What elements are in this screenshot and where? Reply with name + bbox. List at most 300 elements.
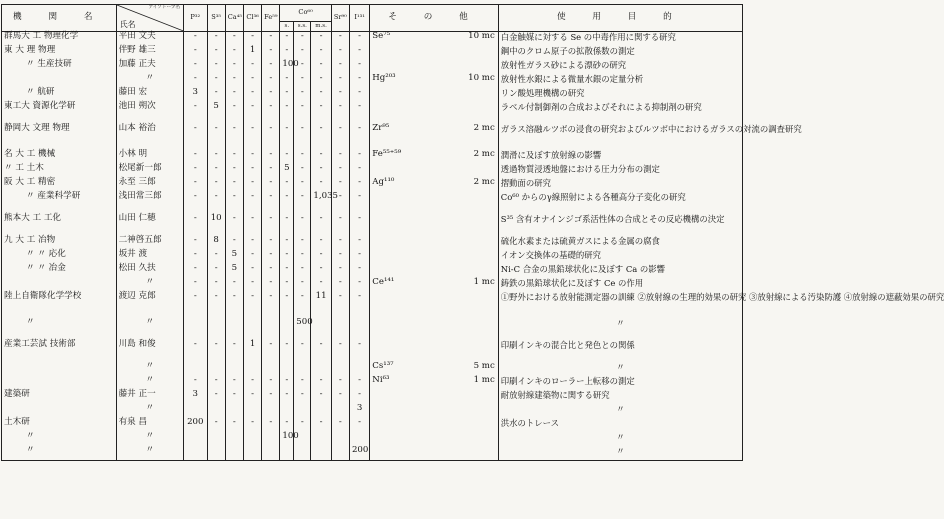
cell-purpose: 印刷インキの混合比と発色との関係 [498,340,742,362]
cell-name: 松尾新一郎 [116,164,183,178]
header-cl36: Cl³⁶ [243,5,261,32]
cell-purpose: イオン交換体の基礎的研究 [498,250,742,264]
cell-co60-s: - [280,292,294,318]
cell-institution [2,404,117,418]
cell-cl36: - [243,236,261,250]
cell-co60-ms: - [311,32,331,47]
cell-institution: 〃 航研 [2,88,117,102]
cell-co60-s: - [280,214,294,236]
cell-i131: - [349,418,369,432]
cell-co60-ms: - [311,102,331,124]
cell-purpose: 〃 [498,362,742,376]
cell-ca45 [225,318,243,340]
cell-sr90: - [331,46,349,60]
cell-cl36: - [243,150,261,164]
table-row [2,404,743,418]
cell-i131: - [349,32,369,47]
cell-cl36 [243,362,261,376]
cell-cl36: - [243,192,261,214]
cell-sr90: - [331,264,349,278]
cell-i131: 3 [349,404,369,418]
cell-cl36: - [243,102,261,124]
cell-co60-ss: - [294,88,311,102]
cell-co60-ms: - [311,88,331,102]
cell-co60-s: - [280,264,294,278]
other-isotope: Fe⁵⁵⁺⁵⁹ [372,149,402,159]
cell-s35: - [207,192,225,214]
header-s35: S³⁵ [207,5,225,32]
cell-cl36: - [243,250,261,264]
cell-fe59: - [262,102,280,124]
cell-name: 坂井 渡 [116,250,183,264]
cell-co60-s: - [280,46,294,60]
cell-name: 藤井 正一 [116,390,183,404]
cell-co60-s: - [280,102,294,124]
cell-cl36: - [243,376,261,390]
table-row [2,250,743,264]
table-row [2,124,743,150]
cell-sr90: - [331,102,349,124]
cell-name: 渡辺 克郎 [116,292,183,318]
cell-other [370,164,498,178]
cell-s35: 8 [207,236,225,250]
cell-name: 〃 [116,278,183,292]
cell-co60-ss: 500 [294,318,311,340]
cell-institution [2,74,117,88]
cell-i131: 200 [349,446,369,461]
cell-name: 川島 和俊 [116,340,183,362]
cell-sr90: - [331,60,349,74]
cell-name: 永至 三郎 [116,178,183,192]
cell-institution: 〃 〃 応化 [2,250,117,264]
cell-p32 [184,362,208,376]
cell-co60-ss: - [294,418,311,432]
cell-co60-ms: - [311,418,331,432]
header-p32: P³² [184,5,208,32]
cell-fe59: - [262,292,280,318]
cell-co60-s: - [280,88,294,102]
cell-co60-ss: - [294,192,311,214]
cell-other [370,74,498,88]
cell-s35: 5 [207,102,225,124]
cell-co60-ss: - [294,376,311,390]
cell-p32: - [184,178,208,192]
cell-name: 伴野 雄三 [116,46,183,60]
cell-i131: - [349,102,369,124]
cell-i131 [349,362,369,376]
table-row [2,318,743,340]
other-quantity: 10 mc [468,31,495,41]
cell-p32: - [184,292,208,318]
other-quantity: 2 mc [473,149,495,159]
cell-s35: - [207,32,225,47]
cell-s35: - [207,124,225,150]
cell-name: 松田 久扶 [116,264,183,278]
cell-fe59 [262,432,280,446]
cell-name: 二神啓五郎 [116,236,183,250]
cell-name: 〃 [116,446,183,461]
cell-sr90: - [331,150,349,164]
cell-co60-s: - [280,236,294,250]
cell-ca45 [225,446,243,461]
other-isotope: Hg²⁰³ [372,73,396,83]
other-quantity: 1 mc [473,375,495,385]
cell-i131 [349,318,369,340]
cell-name: 平田 文夫 [116,32,183,47]
cell-sr90 [331,362,349,376]
table-row [2,278,743,292]
cell-p32 [184,318,208,340]
header-name [116,5,183,32]
cell-institution: 〃 生産技研 [2,60,117,74]
cell-co60-s: 100 [280,60,294,74]
cell-co60-s: - [280,124,294,150]
cell-name: 〃 [116,404,183,418]
cell-p32: - [184,376,208,390]
cell-institution: 熊本大 工 工化 [2,214,117,236]
cell-other [370,362,498,376]
cell-s35: - [207,60,225,74]
cell-ca45: - [225,178,243,192]
cell-co60-ms [311,446,331,461]
cell-cl36: - [243,88,261,102]
cell-co60-ss: - [294,292,311,318]
cell-other [370,46,498,60]
cell-co60-ms: - [311,178,331,192]
cell-name: 小林 明 [116,150,183,164]
cell-i131: - [349,46,369,60]
cell-fe59 [262,446,280,461]
cell-purpose: 潤滑に及ぼす放射線の影響 [498,150,742,164]
cell-ca45: - [225,150,243,164]
cell-s35: - [207,340,225,362]
cell-other [370,32,498,47]
cell-cl36 [243,432,261,446]
cell-p32: - [184,124,208,150]
cell-ca45 [225,404,243,418]
cell-fe59: - [262,124,280,150]
cell-sr90 [331,446,349,461]
cell-name: 藤田 宏 [116,88,183,102]
other-isotope: Zr⁹⁵ [372,123,390,133]
cell-cl36 [243,318,261,340]
cell-s35: 10 [207,214,225,236]
cell-sr90: - [331,236,349,250]
cell-p32: - [184,46,208,60]
cell-s35 [207,362,225,376]
cell-co60-ss: - [294,264,311,278]
table-row [2,102,743,124]
cell-co60-ss [294,362,311,376]
header-co60-ss: s.s. [294,22,311,32]
cell-fe59: - [262,46,280,60]
cell-other [370,214,498,236]
cell-co60-ms: - [311,46,331,60]
table-body [2,31,944,461]
cell-co60-ss: - [294,250,311,264]
cell-fe59: - [262,236,280,250]
cell-name: 〃 [116,376,183,390]
cell-ca45: - [225,418,243,432]
cell-institution [2,362,117,376]
table-row [2,164,743,178]
cell-cl36: - [243,264,261,278]
cell-p32: - [184,214,208,236]
cell-s35: - [207,178,225,192]
header-institution: 機 関 名 [2,5,117,32]
cell-fe59: - [262,192,280,214]
cell-i131: - [349,164,369,178]
table-row [2,32,743,47]
cell-s35: - [207,88,225,102]
cell-name: 〃 [116,432,183,446]
cell-fe59: - [262,376,280,390]
cell-sr90: - [331,376,349,390]
cell-s35 [207,404,225,418]
cell-ca45: - [225,236,243,250]
cell-sr90: - [331,178,349,192]
cell-cl36: - [243,214,261,236]
cell-co60-s: 5 [280,164,294,178]
cell-s35 [207,446,225,461]
cell-s35: - [207,264,225,278]
cell-ca45: - [225,278,243,292]
cell-cl36: - [243,32,261,47]
cell-other [370,102,498,124]
cell-s35: - [207,164,225,178]
cell-p32: - [184,340,208,362]
table-row [2,178,743,192]
cell-p32: - [184,150,208,164]
cell-co60-ms: - [311,236,331,250]
cell-other [370,318,498,340]
header-co60-ms: m.s. [311,22,331,32]
cell-other [370,264,498,278]
cell-fe59: - [262,214,280,236]
cell-co60-ms: - [311,264,331,278]
cell-co60-ss: - [294,32,311,47]
cell-co60-s: - [280,32,294,47]
cell-sr90 [331,432,349,446]
cell-ca45: 5 [225,264,243,278]
cell-purpose: 摺動面の研究 [498,178,742,192]
cell-co60-s [280,318,294,340]
cell-ca45: - [225,340,243,362]
cell-i131: - [349,74,369,88]
cell-co60-ss: - [294,60,311,74]
header-fe59: Fe⁵⁹ [262,5,280,32]
cell-co60-ms [311,362,331,376]
cell-ca45: - [225,376,243,390]
cell-ca45: - [225,60,243,74]
table-row [2,214,743,236]
cell-name: 山田 仁穂 [116,214,183,236]
cell-co60-ss: - [294,278,311,292]
cell-other [370,178,498,192]
isotope-usage-table [1,4,944,461]
cell-purpose: 鋼中のクロム原子の拡散係数の測定 [498,46,742,60]
cell-cl36: - [243,390,261,404]
cell-fe59: - [262,32,280,47]
table-row [2,60,743,74]
cell-institution: 陸上自衛隊化学学校 [2,292,117,318]
table-row [2,390,743,404]
table-row [2,264,743,278]
cell-purpose: ガラス溶融ルツボの浸食の研究およびルツボ中におけるガラスの対流の調査研究 [498,124,742,150]
cell-co60-ms [311,404,331,418]
cell-sr90: - [331,192,349,214]
cell-i131: - [349,150,369,164]
cell-other [370,60,498,74]
table-row [2,418,743,432]
cell-fe59: - [262,178,280,192]
cell-other [370,250,498,264]
cell-name: 加藤 正夫 [116,60,183,74]
cell-sr90: - [331,214,349,236]
cell-purpose: 白金触媒に対する Se の中毒作用に関する研究 [498,32,742,47]
cell-name: 有泉 昌 [116,418,183,432]
table-row [2,446,743,461]
cell-cl36: - [243,292,261,318]
cell-fe59: - [262,74,280,88]
other-quantity: 1 mc [473,277,495,287]
cell-co60-ms: 1,035 [311,192,331,214]
cell-ca45: - [225,192,243,214]
cell-s35: - [207,418,225,432]
cell-sr90: - [331,250,349,264]
cell-other [370,418,498,432]
cell-p32: - [184,102,208,124]
cell-co60-s: 100 [280,432,294,446]
cell-co60-ms: - [311,150,331,164]
cell-purpose: S³⁵ 含有オナインジゴ系活性体の合成とその反応機構の決定 [498,214,742,236]
cell-other [370,150,498,164]
cell-p32: - [184,164,208,178]
cell-ca45: - [225,32,243,47]
cell-p32: - [184,192,208,214]
cell-co60-s: - [280,250,294,264]
cell-sr90: - [331,32,349,47]
table-row [2,74,743,88]
cell-i131: - [349,60,369,74]
table-row [2,362,743,376]
cell-purpose: 放射性ガラス砂による漂砂の研究 [498,60,742,74]
cell-co60-s [280,404,294,418]
other-quantity: 5 mc [473,361,495,371]
cell-s35: - [207,74,225,88]
cell-ca45: - [225,46,243,60]
cell-co60-ms: - [311,278,331,292]
cell-co60-ss [294,446,311,461]
cell-fe59: - [262,264,280,278]
other-isotope: Se⁷⁵ [372,31,391,41]
table-row [2,236,743,250]
cell-i131: - [349,340,369,362]
cell-purpose: ①野外における放射能測定器の訓練 ②放射線の生理的効果の研究 ③放射線による汚染防護 ④放射線の遮蔽効果の研究 [498,292,742,318]
cell-other [370,88,498,102]
table-row [2,340,743,362]
table-row [2,192,743,214]
cell-other [370,376,498,390]
cell-co60-ms: - [311,214,331,236]
cell-i131: - [349,264,369,278]
cell-ca45: - [225,74,243,88]
cell-ca45: - [225,292,243,318]
cell-cl36 [243,404,261,418]
cell-name: 池田 朔次 [116,102,183,124]
cell-co60-s: - [280,192,294,214]
cell-ca45 [225,432,243,446]
header-isotope-label: アイソトープ名 [148,5,181,10]
other-quantity: 10 mc [468,73,495,83]
header-ca45: Ca⁴⁵ [225,5,243,32]
cell-sr90: - [331,418,349,432]
cell-purpose: 硫化水素または硫黄ガスによる金属の腐食 [498,236,742,250]
cell-co60-s: - [280,418,294,432]
cell-purpose: リン酸処理機構の研究 [498,88,742,102]
cell-co60-s: - [280,150,294,164]
cell-institution: 〃 産業科学研 [2,192,117,214]
cell-purpose: 放射性水銀による微量水銀の定量分析 [498,74,742,88]
cell-fe59: - [262,88,280,102]
cell-purpose: 透過物質浸透地盤における圧力分布の測定 [498,164,742,178]
cell-co60-s: - [280,278,294,292]
cell-fe59: - [262,250,280,264]
cell-s35: - [207,376,225,390]
cell-co60-ms: - [311,250,331,264]
cell-co60-ss: - [294,236,311,250]
cell-institution [2,278,117,292]
table-row [2,376,743,390]
cell-i131: - [349,390,369,404]
header-purpose: 使 用 目 的 [498,5,742,32]
cell-sr90: - [331,88,349,102]
cell-co60-ms: - [311,60,331,74]
cell-institution: 群馬大 工 物理化学 [2,32,117,47]
cell-ca45: - [225,390,243,404]
cell-co60-ss: - [294,124,311,150]
cell-purpose: 耐放射線建築物に関する研究 [498,390,742,404]
header-sr90: Sr⁹⁰ [331,5,349,32]
cell-institution: 〃 工 土木 [2,164,117,178]
cell-p32: 200 [184,418,208,432]
cell-p32: - [184,74,208,88]
cell-other [370,278,498,292]
cell-fe59: - [262,150,280,164]
table-row [2,88,743,102]
cell-co60-ss: - [294,340,311,362]
cell-p32: 3 [184,88,208,102]
cell-co60-ms [311,318,331,340]
cell-i131: - [349,178,369,192]
cell-fe59: - [262,60,280,74]
cell-ca45 [225,362,243,376]
cell-co60-ss: - [294,46,311,60]
cell-institution: 産業工芸試 技術部 [2,340,117,362]
cell-i131: - [349,292,369,318]
cell-other [370,236,498,250]
cell-institution [2,376,117,390]
cell-co60-s: - [280,390,294,404]
cell-cl36: - [243,418,261,432]
cell-co60-ms: 11 [311,292,331,318]
cell-other [370,432,498,446]
header-co60-s: s. [280,22,294,32]
cell-co60-s: - [280,178,294,192]
cell-name: 浅田常三郎 [116,192,183,214]
other-quantity: 2 mc [473,177,495,187]
cell-sr90 [331,404,349,418]
